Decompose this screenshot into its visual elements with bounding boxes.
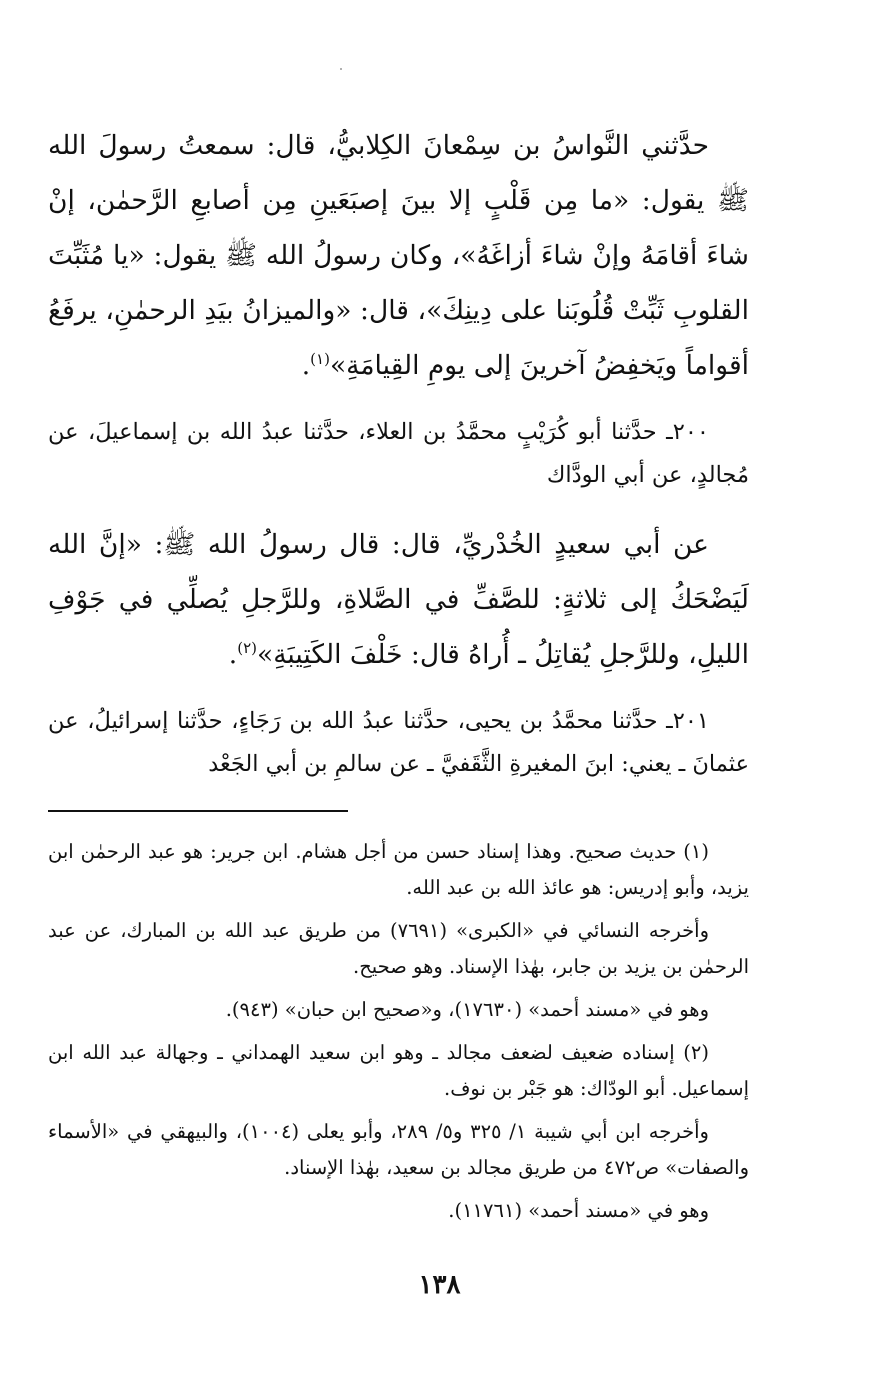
end-dot: .	[228, 639, 238, 670]
footnotes	[48, 834, 749, 1229]
footnote-mark-1[interactable]: (١)	[310, 350, 330, 369]
footnote-2-para-1: (٢) إسناده ضعيف لضعف مجالد ـ وهو ابن سعيد الهمداني ـ وجهالة عبد الله ابن إسماعيل. أبو الودّاك: هو جَبْر بن نوف.	[48, 1041, 749, 1100]
hadith-199-body: حدَّثني النَّواسُ بن سِمْعانَ الكِلابيُّ، قال: سمعتُ رسولَ الله ﷺ يقول: «ما مِن قَلْبٍ إلا بينَ إصبَعَينِ مِن أصابعِ الرَّحمٰن، إنْ شاءَ أقامَهُ وإنْ شاءَ أزاغَهُ»، وكان رسولُ الله ﷺ يقول: «يا مُثَبِّتَ القلوبِ ثَبِّتْ قُلُوبَنا على دِينِكَ»، قال: «والميزانُ بيَدِ الرحمٰنِ، يرفَعُ أقواماً ويَخفِضُ آخرينَ إلى يومِ القِيامَةِ»	[48, 130, 749, 381]
end-dot: .	[301, 350, 311, 381]
main-text	[48, 118, 749, 786]
separator-line	[48, 810, 348, 812]
hadith-200-chain: ٢٠٠ـ حدَّثنا أبو كُرَيْبٍ محمَّدُ بن العلاء، حدَّثنا عبدُ الله بن إسماعيلَ، عن مُجالدٍ، عن أبي الودَّاك	[48, 419, 749, 488]
footnote-separator	[48, 810, 749, 812]
hadith-199-text	[48, 118, 749, 393]
book-page	[48, 118, 749, 1229]
hadith-200-text	[48, 517, 749, 682]
footnote-1-para-3: وهو في «مسند أحمد» (١٧٦٣٠)، و«صحيح ابن حبان» (٩٤٣).	[225, 998, 709, 1021]
page-number: ١٣٨	[418, 1270, 461, 1300]
footnote-2-para-2: وأخرجه ابن أبي شيبة ١/ ٣٢٥ و٥/ ٢٨٩، وأبو يعلى (١٠٠٤)، والبيهقي في «الأسماء والصفات» ص٤٧٢ من طريق مجالد بن سعيد، بهٰذا الإسناد.	[48, 1120, 749, 1179]
hadith-201-chain: ٢٠١ـ حدَّثنا محمَّدُ بن يحيى، حدَّثنا عبدُ الله بن رَجَاءٍ، حدَّثنا إسرائيلُ، عن عثمانَ ـ يعني: ابنَ المغيرةِ الثَّقَفيَّ ـ عن سالمِ بن أبي الجَعْد	[48, 708, 749, 777]
footnote-2-para-3: وهو في «مسند أحمد» (١١٧٦١).	[448, 1199, 709, 1222]
footnote-1-para-2: وأخرجه النسائي في «الكبرى» (٧٦٩١) من طريق عبد الله بن المبارك، عن عبد الرحمٰن بن يزيد بن جابر، بهٰذا الإسناد. وهو صحيح.	[48, 919, 749, 978]
footnote-mark-2[interactable]: (٢)	[237, 639, 258, 658]
scan-speck	[340, 68, 342, 70]
footnote-1-para-1: (١) حديث صحيح. وهذا إسناد حسن من أجل هشام. ابن جرير: هو عبد الرحمٰن ابن يزيد، وأبو إدريس: هو عائذ الله بن عبد الله.	[48, 840, 749, 899]
hadith-200-body: عن أبي سعيدٍ الخُدْريِّ، قال: قال رسولُ الله ﷺ: «إنَّ الله لَيَضْحَكُ إلى ثلاثةٍ: للصَّفِّ في الصَّلاةِ، وللرَّجلِ يُصلِّي في جَوْفِ الليلِ، وللرَّجلِ يُقاتِلُ ـ أُراهُ قال: خَلْفَ الكَتِيبَةِ»	[48, 529, 749, 670]
